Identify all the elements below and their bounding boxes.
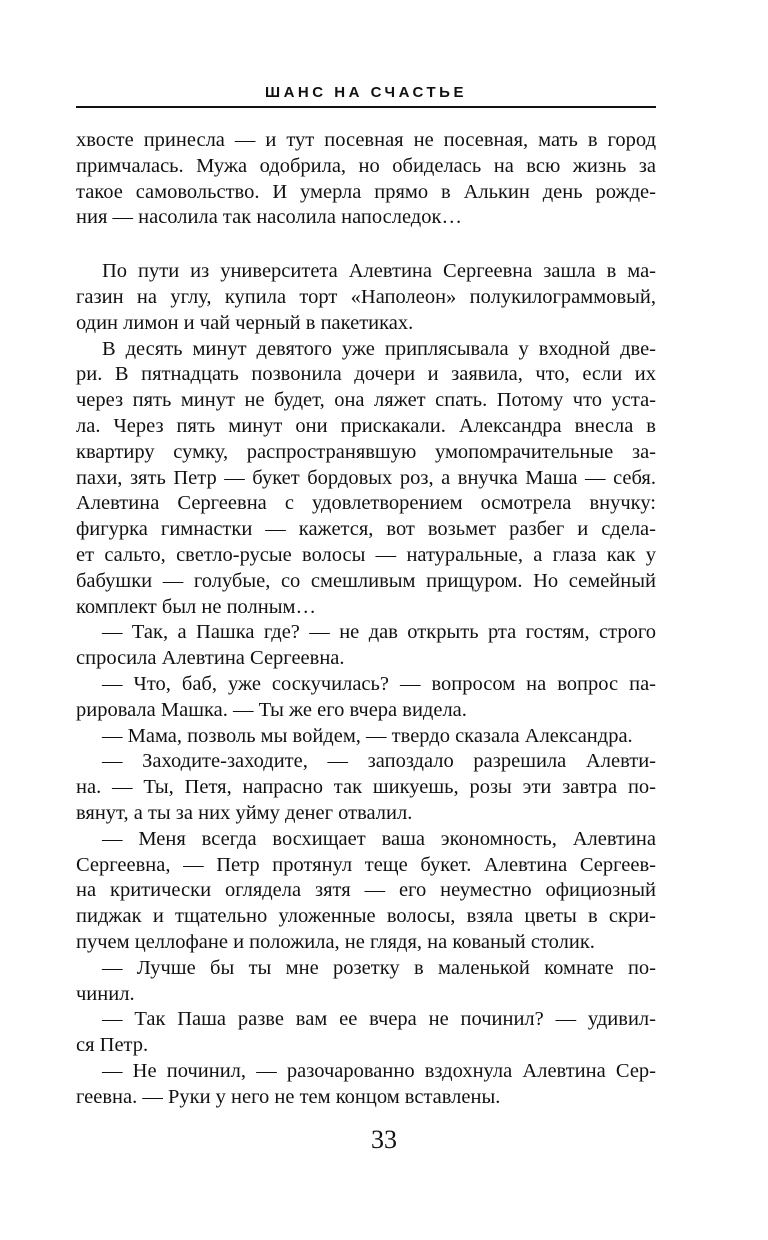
text-line: рировала Машка. — Ты же его вчера видела. [76, 698, 467, 721]
text-line: чинил. [76, 982, 135, 1005]
paragraph [76, 1007, 656, 1059]
text-line: бабушки — голубые, со смешливым прищуром. Но семейный [76, 569, 656, 592]
text-line: пучем целлофане и положила, не глядя, на кованый столик. [76, 930, 595, 953]
text-line: — Лучше бы ты мне розетку в маленькой комнате по- [102, 956, 656, 979]
paragraph [76, 672, 656, 724]
text-line: По пути из университета Алевтина Сергеевна зашла в ма- [102, 260, 656, 283]
body-text [76, 128, 656, 1110]
text-line: такое самовольство. И умерла прямо в Алькин день рожде- [76, 180, 656, 203]
text-line: — Мама, позволь мы войдем, — твердо сказала Александра. [102, 724, 633, 747]
text-line: геевна. — Руки у него не тем концом вставлены. [76, 1085, 501, 1108]
text-line: ся Петр. [76, 1034, 149, 1057]
paragraph [76, 724, 656, 750]
text-line: один лимон и чай черный в пакетиках. [76, 311, 414, 334]
text-line: ния — насолила так насолила напоследок… [76, 206, 462, 229]
text-line: хвосте принесла — и тут посевная не посевная, мать в город [76, 129, 656, 151]
header-rule [76, 106, 656, 108]
text-line: Алевтина Сергеевна с удовлетворением осмотрела внучку: [76, 492, 656, 515]
text-line: ет сальто, светло-русые волосы — натуральные, а глаза как у [76, 543, 656, 566]
text-line: квартиру сумку, распространявшую умопомрачительные за- [76, 440, 656, 463]
page-number: 33 [371, 1125, 397, 1154]
text-line: через пять минут не будет, она ляжет спать. Потому что уста- [76, 389, 656, 412]
paragraph [76, 956, 656, 1008]
text-line: — Так Паша разве вам ее вчера не починил? — удивил- [102, 1008, 656, 1031]
text-line: пахи, зять Петр — букет бордовых роз, а внучка Маша — себя. [76, 466, 656, 489]
paragraph [76, 620, 656, 672]
paragraph [76, 749, 656, 826]
paragraph [76, 128, 656, 231]
text-line: — Так, а Пашка где? — не дав открыть рта гостям, строго [102, 621, 656, 644]
text-line: фигурка гимнастки — кажется, вот возьмет разбег и сдела- [76, 518, 656, 541]
text-line: на. — Ты, Петя, напрасно так шикуешь, розы эти завтра по- [76, 776, 656, 799]
text-line: вянут, а ты за них уйму денег отвалил. [76, 801, 413, 824]
section-break [76, 231, 656, 259]
text-line: — Меня всегда восхищает ваша экономность, Алевтина [102, 827, 656, 850]
text-line: Сергеевна, — Петр протянул теще букет. Алевтина Сергеев- [76, 853, 656, 876]
paragraph [76, 1059, 656, 1111]
text-line: примчалась. Мужа одобрила, но обиделась на всю жизнь за [76, 154, 656, 177]
text-line: — Не починил, — разочарованно вздохнула Алевтина Сер- [102, 1059, 656, 1082]
text-line: на критически оглядела зятя — его неуместно официозный [76, 879, 656, 902]
text-line: ри. В пятнадцать позвонила дочери и заявила, что, если их [76, 363, 656, 386]
running-title: ШАНС НА СЧАСТЬЕ [265, 84, 467, 101]
paragraph [76, 259, 656, 336]
text-line: В десять минут девятого уже приплясывала у входной две- [102, 337, 656, 360]
text-line: спросила Алевтина Сергеевна. [76, 647, 345, 670]
text-line: газин на углу, купила торт «Наполеон» полукилограммовый, [76, 285, 656, 308]
text-line: комплект был не полным… [76, 595, 316, 618]
paragraph [76, 827, 656, 956]
text-line: — Заходите-заходите, — запоздало разрешила Алевти- [102, 750, 656, 773]
text-line: пиджак и тщательно уложенные волосы, взяла цветы в скри- [76, 905, 656, 928]
text-line: — Что, баб, уже соскучилась? — вопросом на вопрос па- [102, 672, 656, 695]
paragraph [76, 337, 656, 621]
text-line: ла. Через пять минут они прискакали. Александра внесла в [76, 414, 656, 437]
